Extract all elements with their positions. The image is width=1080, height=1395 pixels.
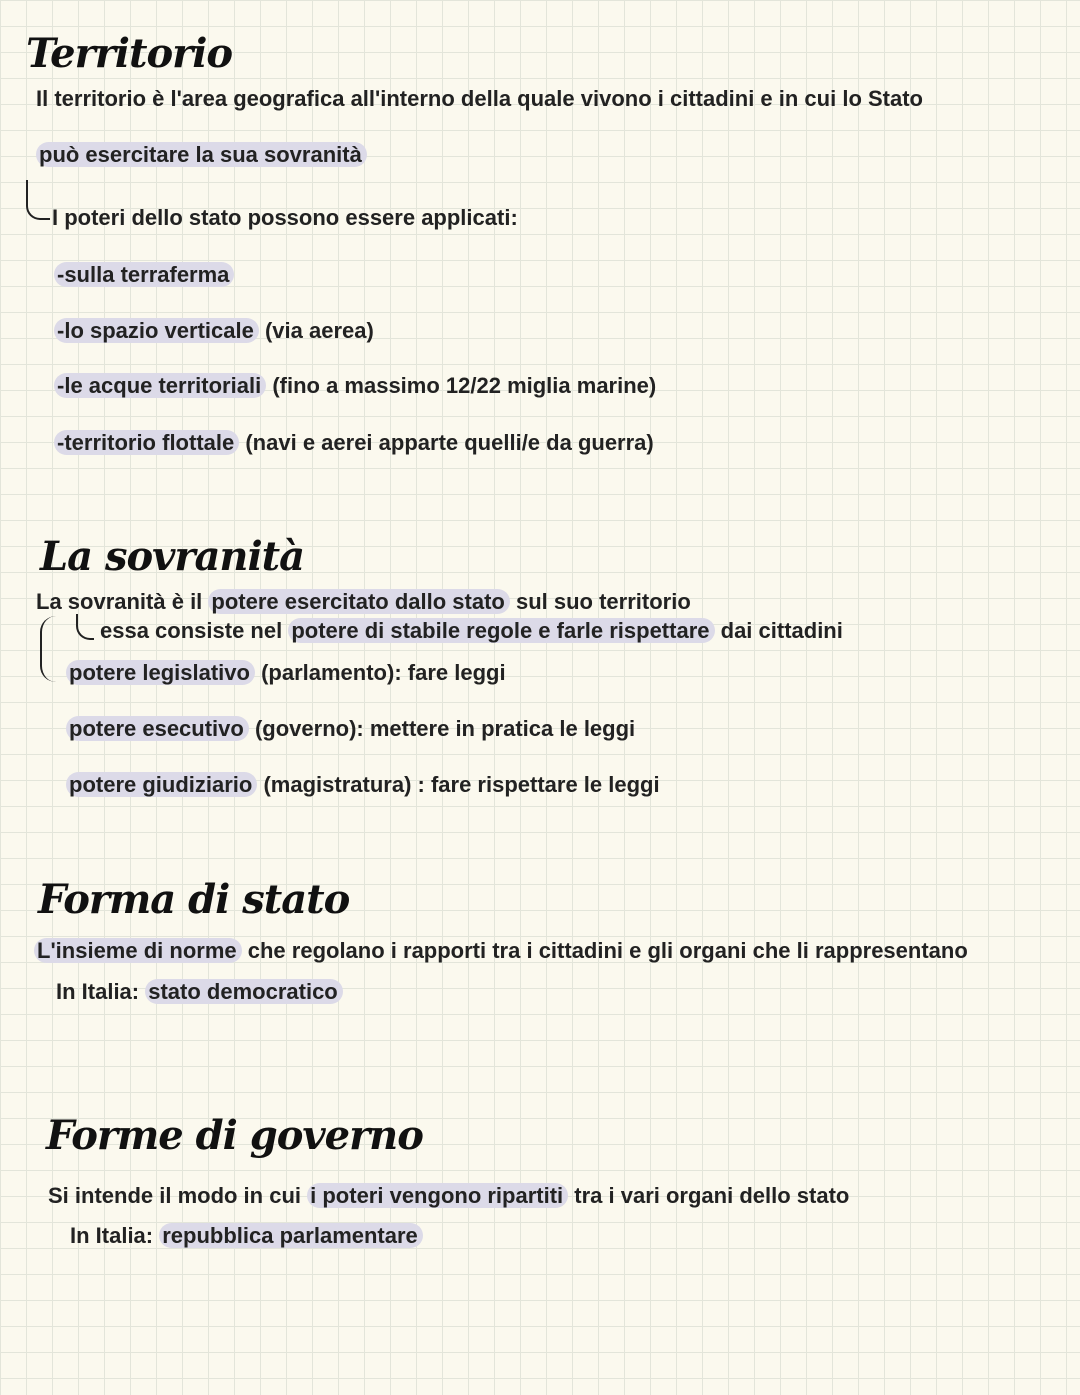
territorio-definition-line-1: Il territorio è l'area geografica all'interno della quale vivono i cittadini e in cui lo Stato [36,86,923,111]
list-item-territorio-flottale [54,428,654,458]
list-item-acque-territoriali [54,371,656,401]
text: (governo): mettere in pratica le leggi [254,716,636,741]
text: che regolano i rapporti tra i cittadini e gli organi che li rappresentano [247,938,968,963]
section-title-forme-di-governo: Forme di governo [46,1112,423,1159]
list-item-terraferma [54,260,234,290]
highlight: potere di stabile regole e farle rispettare [288,618,714,643]
section-title-territorio: Territorio [26,30,233,77]
text: sul suo territorio [515,589,691,614]
highlight: -le acque territoriali [54,373,266,398]
potere-esecutivo [66,714,635,744]
highlight: potere legislativo [66,660,255,685]
forma-stato-italia [56,977,343,1007]
text: (magistratura) : fare rispettare le leggi [263,772,660,797]
highlight: potere esecutivo [66,716,249,741]
bracket-brace [40,616,60,682]
bracket-hook [26,180,50,220]
list-item-note: (navi e aerei apparte quelli/e da guerra) [245,430,654,455]
text: dai cittadini [720,618,843,643]
highlight: potere giudiziario [66,772,257,797]
bracket-hook [76,614,94,640]
highlight: -sulla terraferma [54,262,234,287]
highlight: -lo spazio verticale [54,318,259,343]
section-title-sovranita: La sovranità [40,533,305,580]
text: (parlamento): fare leggi [261,660,506,685]
potere-legislativo [66,658,506,688]
text: In Italia: [56,979,140,1004]
potere-giudiziario [66,770,660,800]
sovranita-definition [36,587,691,617]
text: Si intende il modo in cui [48,1183,302,1208]
forma-stato-definition [34,936,968,966]
list-item-note: (via aerea) [264,318,374,343]
highlight: repubblica parlamentare [159,1223,423,1248]
highlight: può esercitare la sua sovranità [36,142,367,167]
highlight: stato democratico [145,979,343,1004]
highlight: L'insieme di norme [34,938,242,963]
highlight: potere esercitato dallo stato [208,589,509,614]
section-title-forma-di-stato: Forma di stato [38,876,350,923]
list-item-spazio-verticale [54,316,374,346]
territorio-definition-line-2 [36,140,367,170]
poteri-intro: I poteri dello stato possono essere applicati: [52,205,518,230]
text: essa consiste nel [100,618,283,643]
highlight: -territorio flottale [54,430,239,455]
text: La sovranità è il [36,589,203,614]
list-item-note: (fino a massimo 12/22 miglia marine) [272,373,657,398]
highlight: i poteri vengono ripartiti [307,1183,568,1208]
text: In Italia: [70,1223,154,1248]
sovranita-consiste [100,616,843,646]
forme-governo-italia [70,1221,423,1251]
forme-governo-definition [48,1181,849,1211]
text: tra i vari organi dello stato [574,1183,850,1208]
